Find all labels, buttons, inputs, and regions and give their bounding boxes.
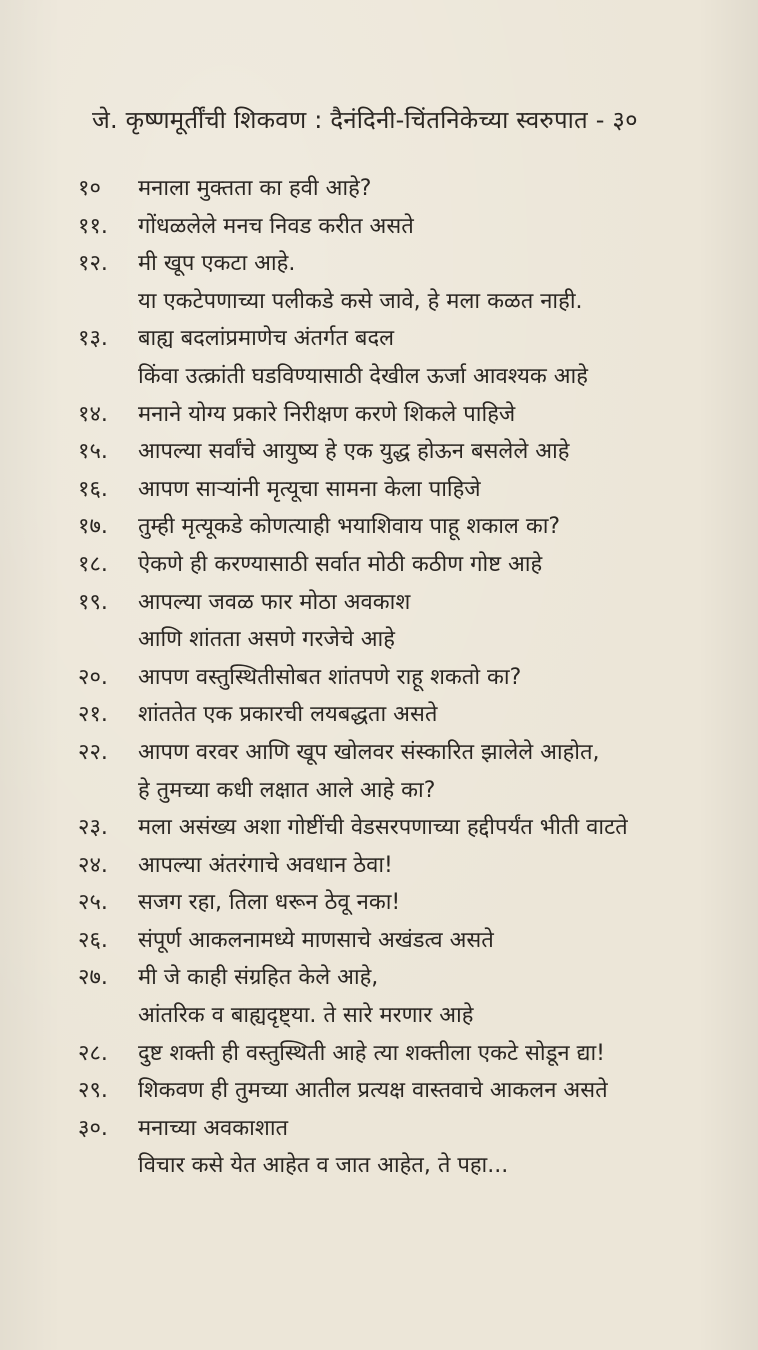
list-item [78, 847, 738, 885]
list-item [78, 809, 738, 847]
entry-text [138, 1072, 738, 1110]
entry-line: आपल्या जवळ फार मोठा अवकाश [138, 589, 411, 615]
entry-number: ३०. [78, 1115, 108, 1141]
entry-number: १२. [78, 251, 108, 277]
entry-number: १४. [78, 401, 108, 427]
list-item [78, 396, 738, 434]
entry-text [138, 508, 738, 546]
list-item [78, 170, 738, 208]
list-item [78, 734, 738, 809]
entry-text [138, 208, 738, 246]
entry-number: १३. [78, 326, 108, 352]
list-item [78, 959, 738, 1034]
entry-text [138, 1035, 738, 1073]
entry-text [138, 1110, 738, 1185]
entry-text [138, 584, 738, 659]
list-item [78, 659, 738, 697]
entry-number: २९. [78, 1078, 108, 1104]
entry-line: आणि शांतता असणे गरजेचे आहे [138, 627, 395, 653]
entry-line: दुष्ट शक्ती ही वस्तुस्थिती आहे त्या शक्तीला एकटे सोडून द्या! [138, 1040, 605, 1066]
entry-text [138, 734, 738, 809]
entry-line: मनाला मुक्तता का हवी आहे? [138, 176, 372, 201]
entry-text [138, 170, 738, 208]
entry-line: विचार कसे येत आहेत व जात आहेत, ते पहा... [138, 1153, 509, 1179]
list-item [78, 1110, 738, 1185]
entry-number: २४. [78, 852, 108, 878]
running-header: जे. कृष्णमूर्तींची शिकवण : दैनंदिनी-चिंतनिकेच्या स्वरुपात - ३० [92, 106, 638, 134]
list-item [78, 433, 738, 471]
entry-text [138, 396, 738, 434]
entry-line: किंवा उत्क्रांती घडविण्यासाठी देखील ऊर्जा आवश्यक आहे [138, 363, 588, 389]
entry-line: हे तुमच्या कधी लक्षात आले आहे का? [138, 777, 436, 803]
entry-text [138, 884, 738, 922]
entry-text [138, 320, 738, 395]
entry-text [138, 696, 738, 734]
entry-number: २०. [78, 664, 108, 690]
list-item [78, 696, 738, 734]
entry-number: २८. [78, 1040, 108, 1066]
entry-line: मी खूप एकटा आहे. [138, 251, 296, 277]
contents-list [78, 170, 738, 1185]
entry-number: १९. [78, 589, 108, 615]
list-item [78, 245, 738, 320]
entry-line: मनाने योग्य प्रकारे निरीक्षण करणे शिकले पाहिजे [138, 401, 516, 427]
entry-text [138, 959, 738, 1034]
list-item [78, 320, 738, 395]
entry-number: २३. [78, 815, 108, 841]
entry-line: आपण वरवर आणि खूप खोलवर संस्कारित झालेले आहोत, [138, 739, 600, 765]
entry-line: गोंधळलेले मनच निवड करीत असते [138, 213, 414, 239]
entry-text [138, 245, 738, 320]
entry-text [138, 546, 738, 584]
list-item [78, 1072, 738, 1110]
list-item [78, 584, 738, 659]
entry-text [138, 471, 738, 509]
entry-text [138, 809, 738, 847]
entry-number: १० [78, 176, 101, 201]
list-item [78, 884, 738, 922]
entry-text [138, 922, 738, 960]
entry-number: ११. [78, 213, 108, 239]
list-item [78, 1035, 738, 1073]
list-item [78, 508, 738, 546]
entry-text [138, 433, 738, 471]
entry-line: या एकटेपणाच्या पलीकडे कसे जावे, हे मला कळत नाही. [138, 288, 583, 314]
entry-line: बाह्य बदलांप्रमाणेच अंतर्गत बदल [138, 326, 395, 352]
entry-line: आंतरिक व बाह्यदृष्ट्या. ते सारे मरणार आहे [138, 1003, 474, 1029]
entry-number: १६. [78, 476, 108, 502]
entry-line: संपूर्ण आकलनामध्ये माणसाचे अखंडत्व असते [138, 927, 494, 953]
entry-text [138, 659, 738, 697]
entry-line: आपण साऱ्यांनी मृत्यूचा सामना केला पाहिजे [138, 476, 481, 502]
entry-line: आपल्या अंतरंगाचे अवधान ठेवा! [138, 852, 393, 878]
entry-line: ऐकणे ही करण्यासाठी सर्वात मोठी कठीण गोष्ट आहे [138, 551, 543, 577]
entry-line: आपल्या सर्वांचे आयुष्य हे एक युद्ध होऊन बसलेले आहे [138, 439, 570, 465]
entry-line: तुम्ही मृत्यूकडे कोणत्याही भयाशिवाय पाहू शकाल का? [138, 514, 561, 540]
list-item [78, 471, 738, 509]
entry-number: १८. [78, 551, 108, 577]
entry-text [138, 847, 738, 885]
list-item [78, 208, 738, 246]
entry-line: सजग रहा, तिला धरून ठेवू नका! [138, 890, 401, 916]
entry-line: शांततेत एक प्रकारची लयबद्धता असते [138, 702, 438, 728]
entry-number: २१. [78, 702, 108, 728]
entry-number: २६. [78, 927, 108, 953]
entry-number: २२. [78, 739, 108, 765]
entry-line: मी जे काही संग्रहित केले आहे, [138, 965, 379, 991]
list-item [78, 546, 738, 584]
entry-number: २५. [78, 890, 108, 916]
list-item [78, 922, 738, 960]
entry-line: आपण वस्तुस्थितीसोबत शांतपणे राहू शकतो का? [138, 664, 522, 690]
entry-line: शिकवण ही तुमच्या आतील प्रत्यक्ष वास्तवाचे आकलन असते [138, 1078, 608, 1104]
entry-number: १५. [78, 439, 108, 465]
entry-line: मला असंख्य अशा गोष्टींची वेडसरपणाच्या हद्दीपर्यंत भीती वाटते [138, 815, 628, 841]
entry-number: २७. [78, 965, 108, 991]
entry-line: मनाच्या अवकाशात [138, 1115, 289, 1141]
entry-number: १७. [78, 514, 108, 540]
